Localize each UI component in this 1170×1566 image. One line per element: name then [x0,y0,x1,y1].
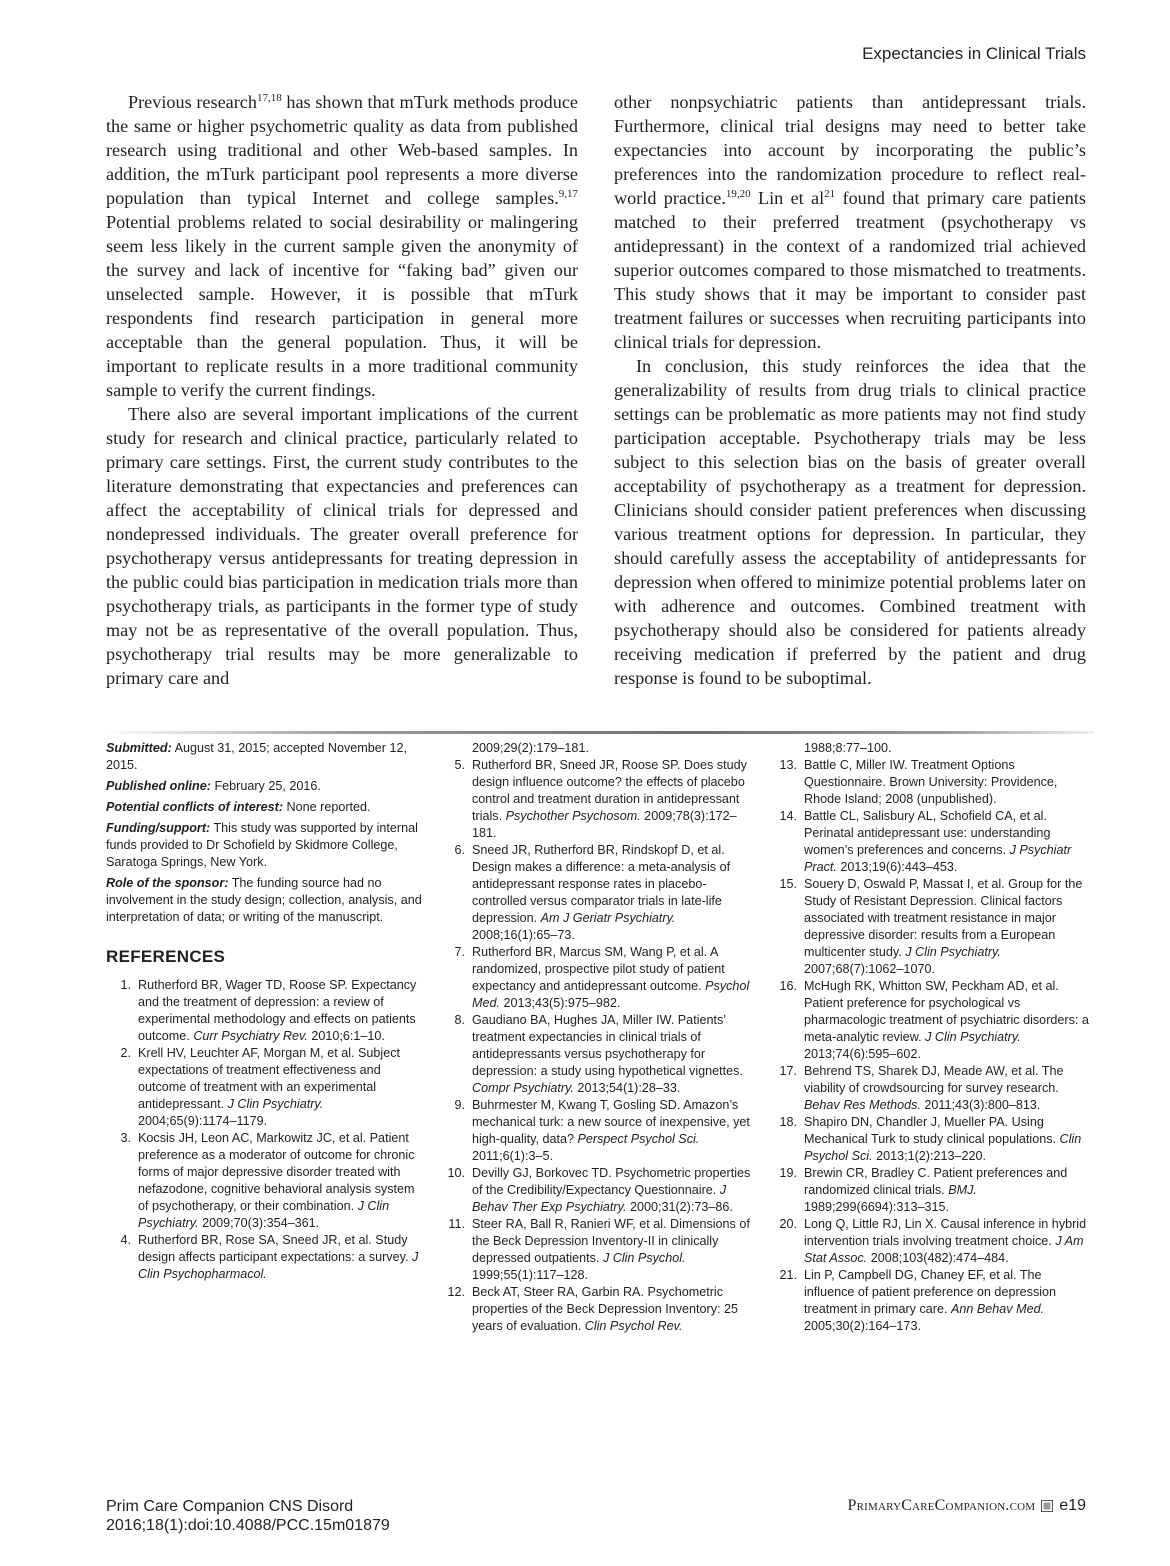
reference-text [804,1267,1092,1335]
reference-journal: J Clin Psychiatry. [925,1030,1021,1044]
reference-number: 9. [454,1098,465,1112]
reference-journal: BMJ. [948,1183,977,1197]
reference-volume: 2008;103(482):474–484. [867,1251,1009,1265]
reference-journal: Curr Psychiatry Rev. [193,1029,308,1043]
reference-volume: 2011;6(1):3–5. [472,1149,553,1163]
reference-number: 2. [120,1046,131,1060]
reference-text [472,1284,760,1335]
reference-text [472,1165,760,1216]
reference-authors-title: Steer RA, Ball R, Ranieri WF, et al. Dimensions of the Beck Depression Inventory-II in clinically depressed outpatients. [472,1217,750,1265]
reference-text [472,1097,760,1165]
reference-authors-title: Krell HV, Leuchter AF, Morgan M, et al. Subject expectations of treatment effectiveness and outcome of treatment with an experimental antidepressant. [138,1046,401,1111]
reference-journal: J Clin Psychiatry. [905,945,1001,959]
reference-number: 18. [779,1115,797,1129]
reference-text [138,1045,424,1130]
reference-item [440,944,760,1012]
text: Lin et al [750,188,825,208]
value: None reported. [283,800,371,814]
reference-journal: J Behav Ther Exp Psychiatry. [472,1183,727,1214]
reference-authors-title: Rutherford BR, Sneed JR, Roose SP. Does study design influence outcome? the effects of placebo control and treatment duration in antidepressant trials. [472,758,747,823]
reference-volume: 2013;1(2):213–220. [872,1149,987,1163]
reference-authors-title: Behrend TS, Sharek DJ, Meade AW, et al. The viability of crowdsourcing for survey research. [804,1064,1064,1095]
reference-number: 20. [779,1217,797,1231]
reference-journal: J Clin Psychiatry. [227,1097,324,1111]
text: has shown that mTurk methods produce the same or higher psychometric quality as data from published research using traditional and other Web-based samples. In addition, the mTurk participant pool represents a more diverse population than typical Internet and college samples. [106,92,578,208]
reference-item [440,1284,760,1335]
reference-authors-title: Lin P, Campbell DG, Chaney EF, et al. The influence of patient preference on depression treatment in primary care. [804,1268,1057,1316]
reference-item [440,1165,760,1216]
reference-authors-title: Battle CL, Salisbury AL, Schofield CA, et al. Perinatal antidepressant use: understanding women’s preferences and concerns. [804,809,1051,857]
notes-column-1 [106,740,424,1283]
reference-journal: Ann Behav Med. [950,1302,1045,1316]
reference-item [772,1114,1092,1165]
reference-journal: J Clin Psychiatry. [138,1199,390,1230]
reference-list [772,740,1092,1335]
body-column-left [106,90,578,690]
reference-authors-title: 1988;8:77–100. [804,741,892,755]
reference-item [440,757,760,842]
reference-text [472,1216,760,1284]
reference-journal: Compr Psychiatry. [472,1081,574,1095]
references-heading: REFERENCES [106,947,226,966]
doi[interactable]: 2016;18(1):doi:10.4088/PCC.15m01879 [106,1517,390,1534]
reference-authors-title: Rutherford BR, Wager TD, Roose SP. Expectancy and the treatment of depression: a review of experimental methodology and effects on patients outcome. [138,978,417,1043]
reference-authors-title: 2009;29(2):179–181. [472,741,589,755]
reference-text [472,1012,760,1097]
reference-item [440,1216,760,1284]
citation-link[interactable]: 17,18 [256,91,282,104]
reference-volume: 2013;54(1):28–33. [573,1081,681,1095]
value: The funding source had no involvement in the study design; collection, analysis, and interpretation of data; or writing of the manuscript. [106,876,422,924]
notes-column-3 [772,740,1092,1335]
reference-journal: Am J Geriatr Psychiatry. [540,911,676,925]
sponsor-note [106,875,424,926]
reference-item [772,757,1092,808]
reference-volume: 2013;19(6):443–453. [836,860,958,874]
reference-item [440,842,760,944]
reference-item [772,1267,1092,1335]
reference-journal: Psychother Psychosom. [505,809,641,823]
journal-citation [106,1497,390,1535]
value: August 31, 2015; accepted November 12, 2015. [106,741,408,772]
reference-authors-title: Devilly GJ, Borkovec TD. Psychometric properties of the Credibility/Expectancy Questionnaire. [472,1166,751,1197]
reference-text [472,944,760,1012]
reference-authors-title: Beck AT, Steer RA, Garbin RA. Psychometric properties of the Beck Depression Inventory: 25 years of evaluation. [472,1285,739,1333]
reference-authors-title: Sneed JR, Rutherford BR, Rindskopf D, et al. Design makes a difference: a meta-analysis of antidepressant response rates in placebo-controlled versus comparator trials in late-life depression. [472,843,731,925]
reference-item [772,1063,1092,1114]
reference-number: 3. [120,1131,131,1145]
reference-number: 6. [454,843,465,857]
reference-volume: 2013;74(6):595–602. [804,1047,921,1061]
reference-volume: 2000;31(2):73–86. [626,1200,733,1214]
reference-list [106,977,424,1283]
reference-number: 15. [779,877,797,891]
site-link[interactable]: PrimaryCareCompanion.com [847,1497,1036,1514]
reference-journal: J Clin Psychol. [602,1251,686,1265]
reference-number [772,740,804,757]
reference-number: 19. [779,1166,797,1180]
reference-volume: 1989;299(6694):313–315. [804,1200,949,1214]
journal-name: Prim Care Companion CNS Disord [106,1498,354,1515]
reference-number: 13. [779,758,797,772]
reference-text [804,978,1092,1063]
value: February 25, 2016. [210,779,321,793]
article-metadata [106,740,424,926]
citation-link[interactable]: 19,20 [725,187,751,200]
reference-text [138,977,424,1045]
reference-journal: Psychol Med. [472,979,750,1010]
reference-number: 14. [779,809,797,823]
reference-item [772,808,1092,876]
reference-journal: J Psychiatr Pract. [804,843,1072,874]
reference-item [440,740,760,757]
reference-text [472,740,760,757]
reference-authors-title: Rutherford BR, Rose SA, Sneed JR, et al. Study design affects participant expectations: a survey. [138,1233,412,1264]
running-title: Expectancies in Clinical Trials [862,44,1086,63]
reference-authors-title: Rutherford BR, Marcus SM, Wang P, et al. A randomized, prospective pilot study of patient expectancy and antidepressant outcome. [472,945,725,993]
reference-volume: 2009;70(3):354–361. [198,1216,320,1230]
text: found that primary care patients matched to their preferred treatment (psychotherapy vs antidepressant) in the context of a randomized trial achieved superior outcomes compared to those mismatched to treatments. This study shows that it may be important to consider past treatment failures or successes when recruiting participants into clinical trials for depression. [614,188,1087,352]
reference-authors-title: Kocsis JH, Leon AC, Markowitz JC, et al. Patient preference as a moderator of outcome for chronic forms of major depressive disorder treated with nefazodone, cognitive behavioral analysis system of psychotherapy, or their combination. [138,1131,415,1213]
submitted-note [106,740,424,774]
text: Previous research [128,92,257,112]
reference-authors-title: Gaudiano BA, Hughes JA, Miller IW. Patients’ treatment expectancies in clinical trials of antidepressants versus psychotherapy for depression: a study using hypothetical vignettes. [472,1013,743,1078]
reference-item [106,1130,424,1232]
text: other nonpsychiatric patients than antidepressant trials. Furthermore, clinical trial designs may need to better take expectancies into account by incorporating the public’s preferences into the randomization procedure to reflect real-world practice. [614,92,1086,208]
reference-volume: 2009;78(3):172–181. [472,809,737,840]
reference-text [804,1114,1092,1165]
reference-journal: Clin Psychol Rev. [584,1319,683,1333]
reference-item [772,978,1092,1063]
reference-text [804,808,1092,876]
text: Potential problems related to social desirability or malingering seem less likely in the current sample given the anonymity of the survey and lack of incentive for “faking bad” given our unselected sample. However, it is possible that mTurk respondents find research participation in general more acceptable than the general population. Thus, it will be important to replicate results in a more traditional community sample to verify the current findings. [106,212,578,400]
body-column-right [614,90,1086,690]
page-footer [848,1497,1086,1515]
reference-number: 17. [779,1064,797,1078]
reference-number: 8. [454,1013,465,1027]
reference-volume: 2010;6:1–10. [307,1029,385,1043]
label: Potential conflicts of interest: [106,800,284,814]
reference-volume: 1999;55(1):117–128. [472,1268,589,1282]
reference-number: 16. [779,979,797,993]
paragraph [106,90,578,402]
reference-volume: 2008;16(1):65–73. [472,928,575,942]
label: Published online: [106,779,211,793]
reference-number [440,740,472,757]
reference-volume: 2007;68(7):1062–1070. [804,962,935,976]
label: Funding/support: [106,821,211,835]
citation-link[interactable]: 21 [824,187,836,200]
reference-item [772,876,1092,978]
reference-journal: Perspect Psychol Sci. [577,1132,700,1146]
published-note [106,778,424,795]
reference-text [138,1232,424,1283]
label: Role of the sponsor: [106,876,229,890]
square-bullet-icon [1041,1500,1053,1512]
reference-number: 10. [447,1166,465,1180]
reference-authors-title: Long Q, Little RJ, Lin X. Causal inference in hybrid intervention trials involving treatment choice. [804,1217,1087,1248]
reference-number: 11. [448,1217,465,1231]
paragraph: In conclusion, this study reinforces the idea that the generalizability of results from drug trials to clinical practice settings can be problematic as more patients may not find study participation acceptable. Psychotherapy trials may be less subject to this selection bias on the basis of greater overall acceptability of psychotherapy as a treatment for depression. Clinicians should consider patient preferences when discussing various treatment options for depression. In particular, they should carefully assess the acceptability of antidepressants for depression when offered to minimize potential problems later on with adherence and outcomes. Combined treatment with psychotherapy should also be considered for patients already receiving medication if preferred by the patient and drug response is found to be suboptimal. [614,356,1086,688]
reference-text [804,876,1092,978]
reference-journal: Clin Psychol Sci. [804,1132,1082,1163]
reference-item [772,1216,1092,1267]
citation-link[interactable]: 9,17 [558,187,578,200]
reference-text [138,1130,424,1232]
reference-item [106,977,424,1045]
reference-number: 7. [454,945,465,959]
funding-note [106,820,424,871]
reference-authors-title: Battle C, Miller IW. Treatment Options Questionnaire. Brown University: Providence, Rhode Island; 2008 (unpublished). [804,758,1058,806]
reference-volume: 2013;43(5):975–982. [500,996,621,1010]
paragraph [614,90,1086,354]
reference-item [440,1012,760,1097]
reference-list [440,740,760,1335]
reference-number: 4. [120,1233,131,1247]
reference-item [106,1045,424,1130]
reference-authors-title: Souery D, Oswald P, Massat I, et al. Group for the Study of Resistant Depression. Clinical factors associated with treatment resistance in major depressive disorder: results from a European multicenter study. [804,877,1083,959]
reference-authors-title: Buhrmester M, Kwang T, Gosling SD. Amazon’s mechanical turk: a new source of inexpensive, yet high-quality, data? [472,1098,750,1146]
page-number: e19 [1059,1497,1086,1514]
reference-text [472,757,760,842]
label: Submitted: [106,741,172,755]
reference-number: 5. [454,758,465,772]
conflicts-note [106,799,424,816]
reference-item [772,1165,1092,1216]
value: This study was supported by internal funds provided to Dr Schofield by Skidmore College, Saratoga Springs, New York. [106,821,418,869]
reference-number: 1. [120,978,131,992]
reference-number: 12. [447,1285,465,1299]
notes-column-2 [440,740,760,1335]
paragraph: There also are several important implications of the current study for research and clinical practice, particularly related to primary care settings. First, the current study contributes to the literature demonstrating that expectancies and preferences can affect the acceptability of clinical trials for depressed and nondepressed individuals. The greater overall preference for psychotherapy versus antidepressants for treating depression in the public could bias participation in medication trials more than psychotherapy trials, as participants in the former type of study may not be as representative of the overall population. Thus, psychotherapy trial results may be more generalizable to primary care and [106,404,578,688]
reference-authors-title: McHugh RK, Whitton SW, Peckham AD, et al. Patient preference for psychological vs pharmacologic treatment of psychiatric disorders: a meta-analytic review. [804,979,1089,1044]
reference-text [804,757,1092,808]
reference-volume: 2005;30(2):164–173. [804,1319,921,1333]
reference-item [440,1097,760,1165]
reference-text [804,1165,1092,1216]
reference-text [804,740,1092,757]
reference-item [106,1232,424,1283]
reference-authors-title: Shapiro DN, Chandler J, Mueller PA. Using Mechanical Turk to study clinical populations. [804,1115,1060,1146]
reference-number: 21. [779,1268,797,1282]
reference-journal: J Clin Psychopharmacol. [138,1250,419,1281]
reference-journal: J Am Stat Assoc. [804,1234,1084,1265]
section-divider [104,731,1094,734]
reference-volume: 2004;65(9):1174–1179. [138,1114,268,1128]
reference-volume: 2011;43(3):800–813. [920,1098,1041,1112]
reference-journal: Behav Res Methods. [804,1098,921,1112]
reference-text [804,1216,1092,1267]
reference-text [804,1063,1092,1114]
reference-text [472,842,760,944]
reference-item [772,740,1092,757]
reference-authors-title: Brewin CR, Bradley C. Patient preferences and randomized clinical trials. [804,1166,1068,1197]
